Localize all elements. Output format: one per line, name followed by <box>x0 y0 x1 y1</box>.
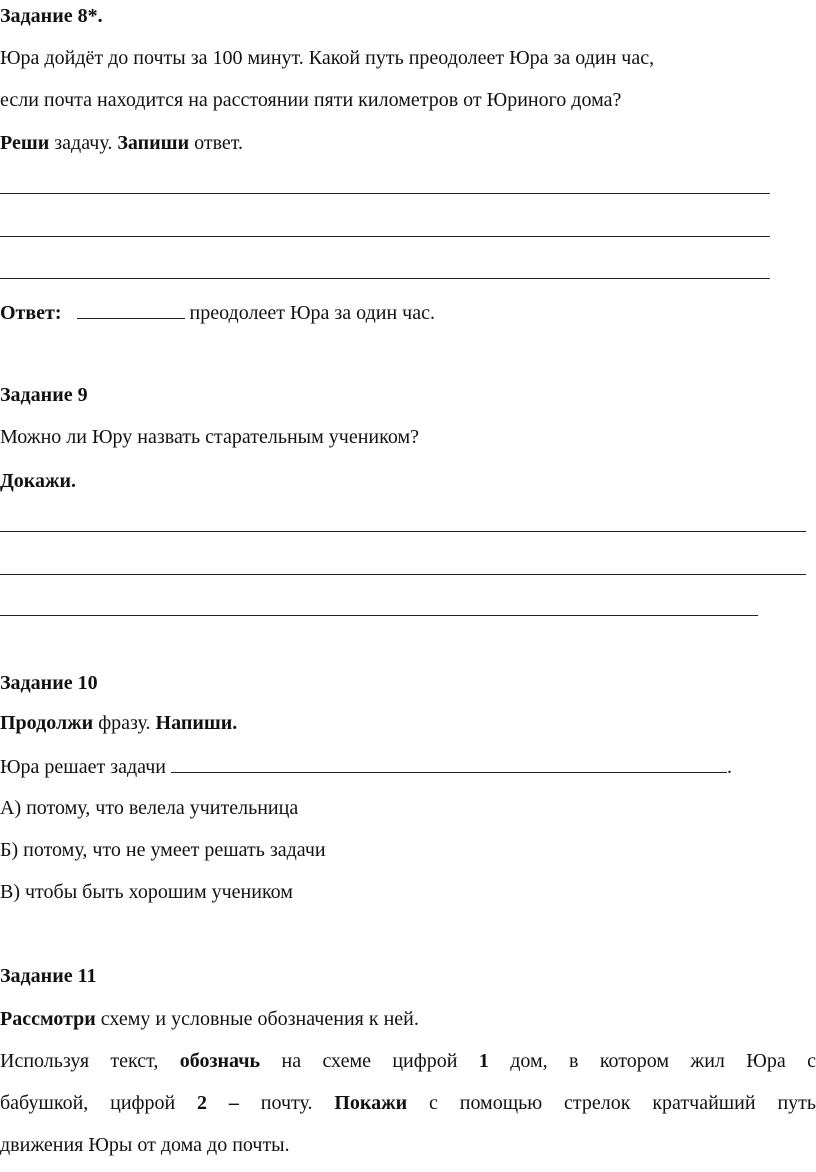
task10-instruction: Продолжи фразу. Напиши. <box>0 712 238 734</box>
task9-answer-line-2[interactable] <box>0 574 806 575</box>
task10-option-c: В) чтобы быть хорошим учеником <box>0 881 293 903</box>
task11-paragraph-line1: Используя текст, обозначь на схеме цифрой 1 дом, в котором жил Юра с <box>0 1050 816 1072</box>
task8-answer-line-1[interactable] <box>0 193 770 194</box>
task10-option-b: Б) потому, что не умеет решать задачи <box>0 839 326 861</box>
phrase-blank[interactable] <box>171 754 727 773</box>
answer-blank[interactable] <box>77 300 185 319</box>
task9-answer-line-1[interactable] <box>0 531 806 532</box>
task8-instruction: Реши задачу. Запиши ответ. <box>0 132 244 154</box>
task8-answer-line-2[interactable] <box>0 236 770 237</box>
task9-title: Задание 9 <box>0 384 88 406</box>
task9-question: Можно ли Юру назвать старательным учеником? <box>0 426 419 448</box>
task8-answer-line-3[interactable] <box>0 278 770 279</box>
task8-text-line1: Юра дойдёт до почты за 100 минут. Какой путь преодолеет Юра за один час, <box>0 47 655 69</box>
task8-text-line2: если почта находится на расстоянии пяти километров от Юриного дома? <box>0 89 622 111</box>
answer-label: Ответ: <box>0 302 62 324</box>
task10-phrase: Юра решает задачи . <box>0 756 732 778</box>
task8-answer: Ответ: преодолеет Юра за один час. <box>0 302 435 324</box>
task11-paragraph-line3: движения Юры от дома до почты. <box>0 1134 290 1156</box>
task11-title: Задание 11 <box>0 965 97 987</box>
task11-paragraph-line2: бабушкой, цифрой 2 – почту. Покажи с помощью стрелок кратчайший путь <box>0 1092 816 1114</box>
task10-option-a: А) потому, что велела учительница <box>0 797 299 819</box>
task11-instruction: Рассмотри схему и условные обозначения к ней. <box>0 1008 419 1030</box>
task10-title: Задание 10 <box>0 672 98 694</box>
task9-instruction: Докажи. <box>0 470 77 492</box>
task8-title: Задание 8*. <box>0 5 103 27</box>
task9-answer-line-3[interactable] <box>0 615 758 616</box>
